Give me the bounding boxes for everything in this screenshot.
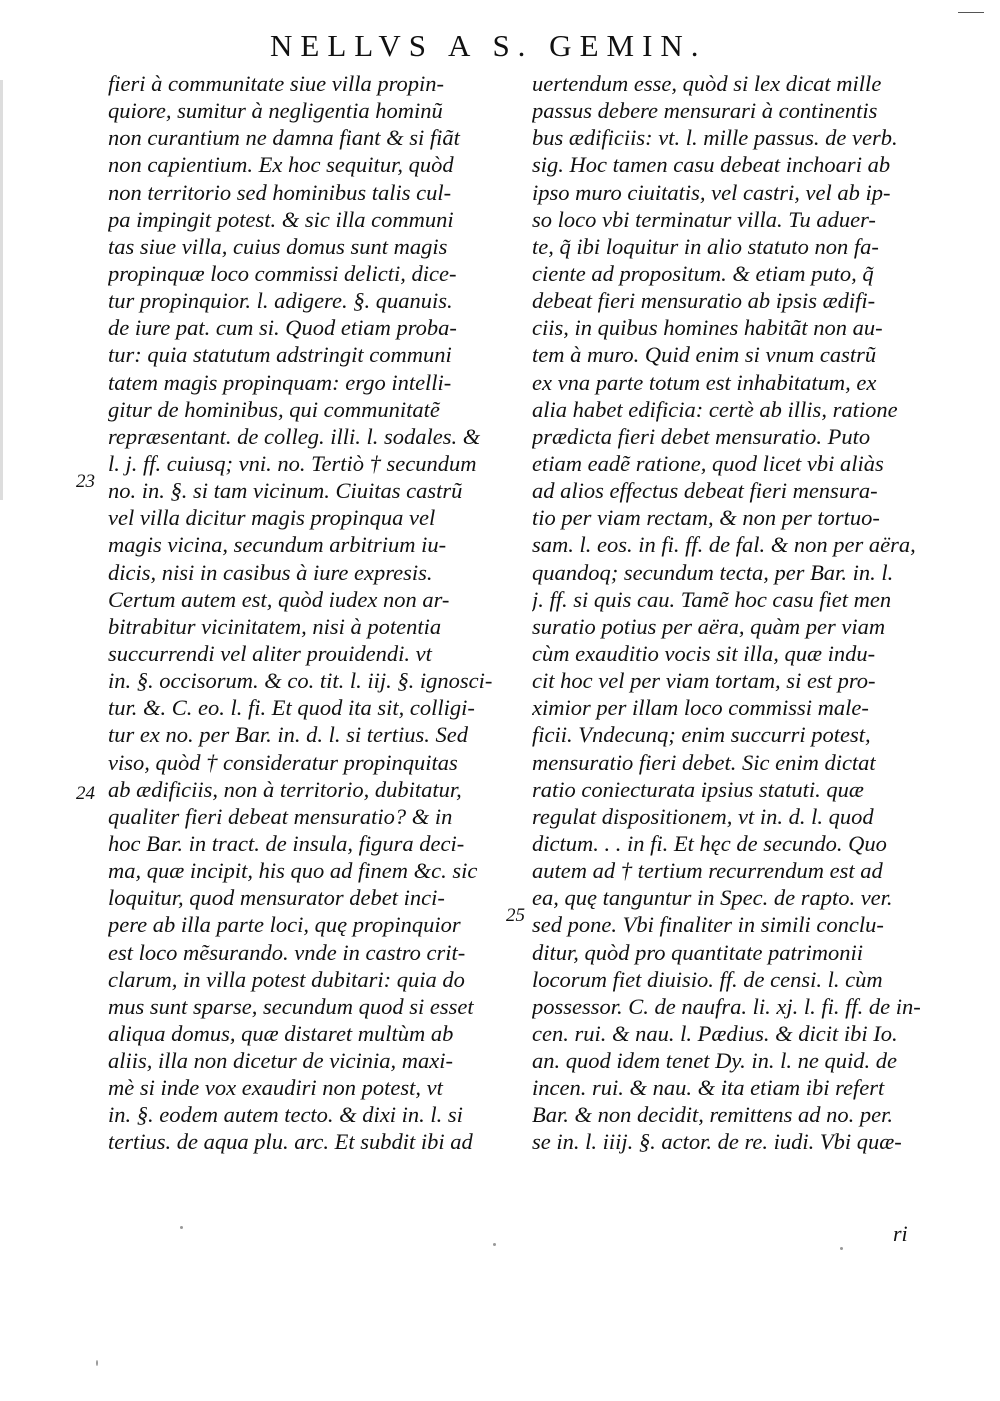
text-line: cùm exauditio vocis sit illa, quæ indu- [532,640,876,666]
text-line: in. §. occisorum. & co. tit. l. iij. §. ignosci- [108,668,493,694]
text-line: pa impingit potest. & sic illa communi [108,206,454,232]
text-line: cen. rui. & nau. l. Pædius. & dicit ibi Io. [532,1020,898,1046]
text-line: sed pone. Vbi finaliter in simili conclu- [532,912,884,938]
text-line: ratio coniecturata ipsius statuti. quæ [532,776,864,802]
text-line: fieri à communitate siue villa propin- [108,71,444,96]
text-line: propinquæ loco commissi delicti, dice- [108,260,457,286]
text-line: se in. l. iiij. §. actor. de re. iudi. Vbi quæ- [532,1129,902,1155]
text-line: tur: quia statutum adstringit communi [108,342,452,368]
text-line: tur. &. C. eo. l. fi. Et quod ita sit, colligi- [108,695,475,721]
text-line: dictum. . . in fi. Et hęc de secundo. Quo [532,830,887,856]
text-line: qualiter fieri debeat mensuratio? & in [108,803,453,829]
text-line: passus debere mensurari à continentis [532,98,878,124]
text-line: alia habet edificia: certè ab illis, ratione [532,396,898,422]
text-line: mè si inde vox exaudiri non potest, vt [108,1075,443,1101]
text-line: debeat fieri mensuratio ab ipsis ædifi- [532,288,876,314]
text-line: l. j. ff. cuiusq; vni. no. Tertiò † secundum [108,450,477,476]
text-line: locorum fiet diuisio. ff. de censi. l. cùm [532,966,883,992]
text-line: autem ad † tertium recurrendum est ad [532,858,883,884]
running-head: NELLVS A S. GEMIN. [270,28,707,63]
text-line: ex vna parte totum est inhabitatum, ex [532,369,877,395]
text-line: succurrendi vel aliter prouidendi. vt [108,640,432,666]
text-line: in. §. eodem autem tecto. & dixi in. l. si [108,1102,463,1128]
text-line: ximior per illam loco commissi male- [532,695,869,721]
text-line: magis vicina, secundum arbitrium iu- [108,532,447,558]
text-line: Bar. & non decidit, remittens ad no. per. [532,1102,894,1128]
text-line: loquitur, quod mensurator debet inci- [108,885,445,911]
text-line: sam. l. eos. in fi. ff. de fal. & non per aëra, [532,532,916,558]
text-line: aliqua domus, quæ distaret multùm ab [108,1020,454,1046]
text-line: tem à muro. Quid enim si vnum castrũ [532,342,877,368]
text-line: possessor. C. de naufra. li. xj. l. fi. ff. de in- [532,993,921,1019]
text-line: gitur de hominibus, qui communitatẽ [108,396,440,422]
text-line: cit hoc vel per viam tortam, si est pro- [532,668,876,694]
text-line: j. ff. si quis cau. Tamẽ hoc casu fiet men [532,586,892,612]
text-line: non territorio sed hominibus talis cul- [108,179,452,205]
text-line: repræsentant. de colleg. illi. l. sodales. & [108,423,481,449]
text-line: ciente ad propositum. & etiam puto, q̃ [532,260,874,286]
text-line: sig. Hoc tamen casu debeat inchoari ab [532,152,891,178]
text-line: bitrabitur vicinitatem, nisi à potentia [108,613,442,639]
text-line: ipso muro ciuitatis, vel castri, vel ab ip- [532,179,891,205]
text-line: non capientium. Ex hoc sequitur, quòd [108,152,454,178]
text-line: no. in. §. si tam vicinum. Ciuitas castrũ [108,478,463,504]
text-line: vel villa dicitur magis propinqua vel [108,505,436,531]
text-line: non curantium ne damna fiant & si fiãt [108,125,460,151]
text-line: suratio potius per aëra, quàm per viam [532,613,886,639]
text-line: tatem magis propinquam: ergo intelli- [108,369,452,395]
text-line: ab ædificiis, non à territorio, dubitatur, [108,776,462,802]
text-line: tur ex no. per Bar. in. d. l. si tertius. Sed [108,722,468,748]
text-line: an. quod idem tenet Dy. in. l. ne quid. de [532,1048,897,1074]
text-line: hoc Bar. in tract. de insula, figura deci- [108,830,465,856]
text-line: uertendum esse, quòd si lex dicat mille [532,71,882,96]
text-line: tur propinquior. l. adigere. §. quanuis. [108,288,453,314]
text-line: quiore, sumitur à negligentia hominũ [108,98,443,124]
margin-number: 25 [506,905,525,926]
text-line: mus sunt sparse, secundum quod si esset [108,993,474,1019]
text-line: quandoq; secundum tecta, per Bar. in. l. [532,559,894,585]
signature-mark: ri [893,1221,908,1246]
text-line: viso, quòd † consideratur propinquitas [108,749,458,775]
ink-speck [96,1360,98,1366]
text-line: te, q̃ ibi loquitur in alio statuto non fa- [532,233,879,259]
text-line: regulat dispositionem, vt in. d. l. quod [532,803,874,829]
text-line: bus ædificiis: vt. l. mille passus. de verb. [532,125,898,151]
text-line: aliis, illa non dicetur de vicinia, maxi- [108,1048,453,1074]
margin-number: 24 [76,783,95,804]
text-line: tas siue villa, cuius domus sunt magis [108,233,448,259]
text-line: est loco mẽsurando. vnde in castro crit- [108,939,466,965]
page-corner-mark [958,12,984,13]
text-line: tio per viam rectam, & non per tortuo- [532,505,880,531]
text-line: de iure pat. cum si. Quod etiam proba- [108,315,457,341]
ink-speck [840,1247,843,1250]
text-line: incen. rui. & nau. & ita etiam ibi refert [532,1075,885,1101]
gutter-shadow [0,80,3,500]
text-line: tertius. de aqua plu. arc. Et subdit ibi ad [108,1129,473,1155]
ink-speck [493,1243,496,1246]
text-line: ea, quę tanguntur in Spec. de rapto. ver. [532,885,893,911]
text-line: Certum autem est, quòd iudex non ar- [108,586,450,612]
text-line: ciis, in quibus homines habitãt non au- [532,315,883,341]
right-column [532,70,928,1156]
text-line: prædicta fieri debet mensuratio. Puto [532,423,871,449]
text-line: so loco vbi terminatur villa. Tu aduer- [532,206,876,232]
ink-speck [180,1226,183,1229]
text-line: clarum, in villa potest dubitari: quia do [108,966,465,992]
text-line: ditur, quòd pro quantitate patrimonii [532,939,864,965]
text-line: ma, quæ incipit, his quo ad finem &c. sic [108,858,478,884]
text-line: pere ab illa parte loci, quę propinquior [108,912,461,938]
text-line: dicis, nisi in casibus à iure expresis. [108,559,433,585]
text-line: ficii. Vndecunq; enim succurri potest, [532,722,871,748]
text-line: ad alios effectus debeat fieri mensura- [532,478,878,504]
text-line: etiam eadẽ ratione, quod licet vbi aliàs [532,450,884,476]
left-column [108,70,506,1156]
margin-number: 23 [76,471,95,492]
text-line: mensuratio fieri debet. Sic enim dictat [532,749,876,775]
